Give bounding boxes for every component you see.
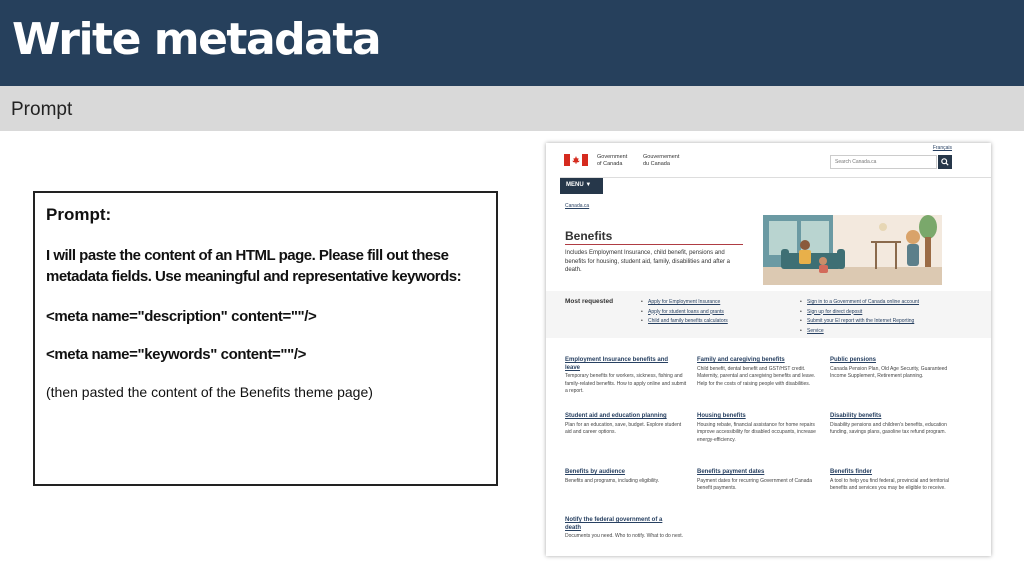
meta-keywords-line: <meta name="keywords" content=""/> bbox=[46, 346, 306, 363]
link-ei-report[interactable]: • Submit your EI report with the Internet Reporting bbox=[800, 317, 919, 327]
language-link[interactable]: Français bbox=[932, 145, 952, 151]
family-illustration bbox=[763, 215, 942, 285]
gov-wordmark-fr: Gouvernement du Canada bbox=[643, 154, 680, 167]
card-payment-dates[interactable]: Benefits payment dates Payment dates for recurring Government of Canada benefit payments. bbox=[697, 469, 813, 491]
header-divider bbox=[560, 177, 991, 178]
slide-subtitle: Prompt bbox=[11, 99, 73, 120]
link-sign-in[interactable]: • Sign in to a Government of Canada online account bbox=[800, 298, 919, 308]
most-requested-panel bbox=[546, 291, 991, 338]
page-title: Benefits bbox=[565, 229, 613, 243]
link-ei-report-cont[interactable]: • Service bbox=[800, 327, 919, 337]
meta-description-line: <meta name="description" content=""/> bbox=[46, 308, 317, 325]
card-student-aid[interactable]: Student aid and education planning Plan for an education, save, budget. Explore student aid and career options. bbox=[565, 413, 682, 435]
card-disability[interactable]: Disability benefits Disability pensions and children's benefits, education funding, savings plans, gasoline tax refund program. bbox=[830, 413, 947, 435]
benefits-page-screenshot bbox=[546, 143, 991, 556]
link-apply-ei[interactable]: • Apply for Employment Insurance bbox=[641, 298, 728, 308]
search-icon bbox=[941, 158, 949, 166]
most-requested-left bbox=[641, 298, 728, 327]
link-direct-deposit[interactable]: • Sign up for direct deposit bbox=[800, 308, 919, 318]
breadcrumb[interactable]: Canada.ca bbox=[565, 203, 590, 209]
link-student-loans[interactable]: • Apply for student loans and grants bbox=[641, 308, 728, 318]
canada-flag-icon bbox=[564, 154, 588, 166]
card-by-audience[interactable]: Benefits by audience Benefits and programs, including eligibility. bbox=[565, 469, 660, 484]
slide-title-bar bbox=[0, 0, 1024, 86]
gov-wordmark-en: Government of Canada bbox=[597, 154, 628, 167]
card-benefits-finder[interactable]: Benefits finder A tool to help you find federal, provincial and territorial benefits and services you may be eligible to receive. bbox=[830, 469, 949, 491]
search-input[interactable]: Search Canada.ca bbox=[830, 155, 937, 169]
menu-button[interactable]: MENU ▼ bbox=[560, 178, 603, 194]
prompt-heading: Prompt: bbox=[46, 205, 112, 224]
title-underline bbox=[565, 244, 743, 245]
prompt-box bbox=[33, 191, 498, 486]
card-ei-benefits[interactable]: Employment Insurance benefits and leave Temporary benefits for workers, sickness, fishing and family-related benefits. How to apply online and submit a report. bbox=[565, 357, 687, 394]
prompt-body: I will paste the content of an HTML page. Please fill out these metadata fields. Use meaningful and representative keywords: bbox=[46, 247, 462, 285]
chevron-down-icon: ▼ bbox=[585, 182, 592, 188]
card-housing[interactable]: Housing benefits Housing rebate, financial assistance for home repairs improve accessibility for disabled occupants, increase energy-efficiency. bbox=[697, 413, 816, 443]
prompt-note: (then pasted the content of the Benefits theme page) bbox=[46, 384, 373, 400]
slide-title: Write metadata bbox=[12, 14, 381, 65]
page-description: Includes Employment Insurance, child benefit, pensions and benefits for housing, student aid, family, disabilities and after a death. bbox=[565, 250, 730, 273]
search-button[interactable] bbox=[938, 155, 952, 169]
most-requested-right bbox=[800, 298, 919, 336]
card-public-pensions[interactable]: Public pensions Canada Pension Plan, Old Age Security, Guaranteed Income Supplement, Retirement planning. bbox=[830, 357, 948, 379]
most-requested-title: Most requested bbox=[565, 298, 614, 305]
slide-subtitle-bar bbox=[0, 86, 1024, 131]
link-benefits-calculators[interactable]: • Child and family benefits calculators bbox=[641, 317, 728, 327]
card-family-caregiving[interactable]: Family and caregiving benefits Child benefit, dental benefit and GST/HST credit. Maternity, parental and caregiving benefits and leave. Help for the costs of raising people with disabilities. bbox=[697, 357, 816, 387]
card-notify-death[interactable]: Notify the federal government of a death Documents you need. Who to notify. What to do next. bbox=[565, 517, 684, 539]
